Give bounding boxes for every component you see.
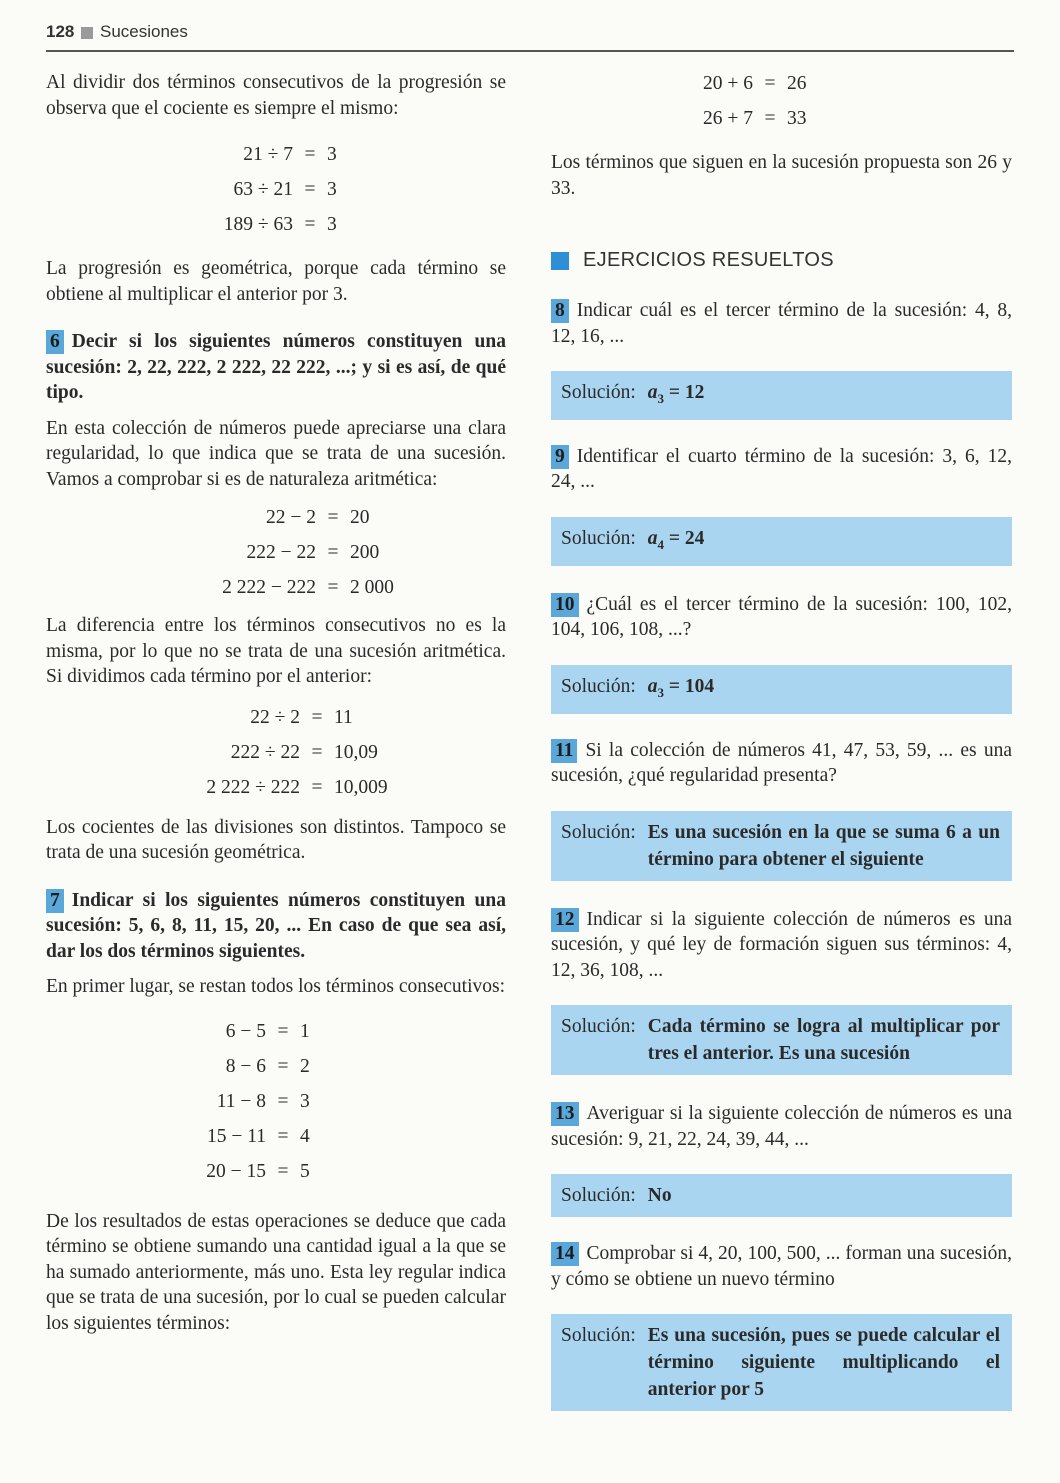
equation-left: 20 + 6 <box>703 73 753 94</box>
solution-box <box>551 517 1012 566</box>
equation-right: 4 <box>300 1125 310 1147</box>
paragraph: Los cocientes de las divisiones son distintos. Tampoco se trata de una sucesión geométrica. <box>46 816 506 863</box>
equation-right: 1 <box>300 1020 310 1042</box>
solution-variable: a <box>647 675 658 697</box>
equation <box>691 66 1012 101</box>
solution-label: Solución: <box>561 821 636 843</box>
exercise-8-statement: 8 Indicar cuál es el tercer término de la sucesión: 4, 8, 12, 16, ... <box>551 300 1012 347</box>
equals-sign: = <box>327 507 339 528</box>
equation <box>166 570 506 605</box>
equation <box>691 101 1012 136</box>
equation <box>176 1049 506 1084</box>
solution-text: No <box>647 1185 672 1207</box>
solution-value: = 12 <box>664 382 705 403</box>
equation-group <box>691 66 1012 136</box>
equation <box>160 700 506 735</box>
paragraph: De los resultados de estas operaciones se deduce que cada término se obtiene sumando una cantidad igual a la que se ha sumado anteriormente, más uno. Esta ley regular indica que se trata de una sucesión, por lo cual se pueden calcular los siguientes términos: <box>46 1210 506 1334</box>
equation-left: 222 − 22 <box>246 542 316 563</box>
equation-right: 3 <box>327 214 337 235</box>
equation-right: 10,09 <box>334 741 378 763</box>
equals-sign: = <box>764 73 776 94</box>
solution-label: Solución: <box>561 1185 636 1207</box>
equals-sign: = <box>327 577 339 598</box>
paragraph: Los términos que siguen en la sucesión propuesta son 26 y 33. <box>551 152 1012 199</box>
equation-left: 22 − 2 <box>266 507 316 528</box>
exercise-number-badge: 8 <box>551 299 569 323</box>
equals-sign: = <box>277 1125 289 1147</box>
equation-right: 3 <box>327 179 337 200</box>
equation <box>160 770 506 805</box>
paragraph: Al dividir dos términos consecutivos de la progresión se observa que el cociente es siempre el mismo: <box>46 72 506 119</box>
exercise-number-badge: 12 <box>551 908 579 932</box>
exercise-6-statement: 6 Decir si los siguientes números constituyen una sucesión: 2, 22, 222, 2 222, 22 222, ...; y si es así, de qué tipo. <box>46 331 506 403</box>
solution-label: Solución: <box>561 1016 636 1038</box>
exercise-13-statement: 13 Averiguar si la siguiente colección de números es una sucesión: 9, 21, 22, 24, 39, 44, ... <box>551 1103 1012 1150</box>
equation-right: 10,009 <box>334 776 388 798</box>
page-header <box>46 22 1014 52</box>
paragraph: En esta colección de números puede apreciarse una clara regularidad, lo que indica que se trata de una sucesión. Vamos a comprobar si es de naturaleza aritmética: <box>46 417 506 490</box>
equation-left: 63 ÷ 21 <box>233 179 293 200</box>
equation-group <box>176 1014 506 1189</box>
chapter-title: Sucesiones <box>100 22 188 41</box>
equation-left: 26 + 7 <box>703 108 753 129</box>
equation <box>176 1119 506 1154</box>
exercise-number-badge: 10 <box>551 593 579 617</box>
equation-left: 22 ÷ 2 <box>250 706 300 728</box>
solution-text <box>648 673 1000 706</box>
equation <box>196 137 506 172</box>
equation-left: 21 ÷ 7 <box>243 144 293 165</box>
equation-left: 20 − 15 <box>206 1160 266 1182</box>
solution-text: Es una sucesión, pues se puede calcular el término siguiente multiplicando el anterior por 5 <box>647 1325 1000 1401</box>
solution-box <box>551 811 1012 881</box>
page-number: 128 <box>46 22 75 41</box>
equation-right: 26 <box>787 73 807 94</box>
paragraph: En primer lugar, se restan todos los términos consecutivos: <box>46 976 506 997</box>
equation-left: 222 ÷ 22 <box>230 741 300 763</box>
solution-label: Solución: <box>561 675 636 697</box>
equation-right: 20 <box>350 507 370 528</box>
solution-variable: a <box>647 382 658 403</box>
solution-label: Solución: <box>561 527 636 549</box>
solution-value: = 104 <box>664 675 715 697</box>
exercise-number-badge: 9 <box>551 445 569 469</box>
equation-right: 2 <box>300 1055 310 1077</box>
exercise-number-badge: 6 <box>46 330 64 354</box>
exercise-number-badge: 13 <box>551 1102 579 1126</box>
section-title: EJERCICIOS RESUELTOS <box>583 249 834 271</box>
left-column <box>46 70 506 1336</box>
exercise-12-statement: 12 Indicar si la siguiente colección de números es una sucesión, y qué ley de formación siguen sus términos: 4, 12, 36, 108, ... <box>551 908 1012 981</box>
right-column <box>551 66 1012 1435</box>
solution-value: = 24 <box>664 527 705 549</box>
paragraph: La diferencia entre los términos consecutivos no es la misma, por lo que no se trata de una sucesión aritmética. Si dividimos cada término por el anterior: <box>46 615 506 687</box>
equation-right: 2 000 <box>350 577 394 598</box>
solution-label: Solución: <box>561 382 636 403</box>
solution-label: Solución: <box>561 1325 636 1347</box>
solution-text: Es una sucesión en la que se suma 6 a un término para obtener el siguiente <box>647 821 1000 870</box>
equation-left: 2 222 ÷ 222 <box>206 776 300 798</box>
solution-box <box>551 665 1012 714</box>
equation-right: 200 <box>350 542 380 563</box>
solution-text: Cada término se logra al multiplicar por tres el anterior. Es una sucesión <box>647 1016 1000 1065</box>
exercise-number-badge: 14 <box>551 1242 579 1266</box>
equation <box>176 1084 506 1119</box>
exercise-7-statement: 7 Indicar si los siguientes números constituyen una sucesión: 5, 6, 8, 11, 15, 20, ... En caso de que sea así, dar los dos términos siguientes. <box>46 889 506 962</box>
equation <box>176 1154 506 1189</box>
equation <box>166 535 506 570</box>
equation-left: 8 − 6 <box>225 1055 266 1077</box>
equation-right: 33 <box>787 108 807 129</box>
equation <box>166 500 506 535</box>
exercise-number-badge: 7 <box>46 889 64 913</box>
equation <box>160 735 506 770</box>
equation-left: 15 − 11 <box>206 1125 266 1147</box>
exercise-number-badge: 11 <box>551 739 577 763</box>
header-square-icon <box>81 27 93 39</box>
equation-right: 11 <box>334 706 353 728</box>
equals-sign: = <box>277 1160 289 1182</box>
equation <box>196 207 506 242</box>
exercise-9-statement: 9 Identificar el cuarto término de la sucesión: 3, 6, 12, 24, ... <box>551 445 1012 493</box>
equals-sign: = <box>304 144 316 165</box>
equation-left: 6 − 5 <box>225 1020 266 1042</box>
exercise-14-statement: 14 Comprobar si 4, 20, 100, 500, ... forman una sucesión, y cómo se obtiene un nuevo término <box>551 1243 1012 1290</box>
solution-variable: a <box>647 527 658 549</box>
equals-sign: = <box>311 776 323 798</box>
exercise-10-statement: 10 ¿Cuál es el tercer término de la sucesión: 100, 102, 104, 106, 108, ...? <box>551 593 1012 641</box>
exercise-11-statement: 11 Si la colección de números 41, 47, 53, 59, ... es una sucesión, ¿qué regularidad presenta? <box>551 739 1012 787</box>
solution-subscript: 4 <box>657 536 665 552</box>
solution-subscript: 3 <box>657 390 665 406</box>
solution-text <box>648 379 1000 412</box>
solution-subscript: 3 <box>657 684 665 700</box>
equation <box>176 1014 506 1049</box>
exercise-list <box>551 298 1012 1411</box>
equation-group <box>160 700 506 805</box>
equals-sign: = <box>277 1020 289 1042</box>
solution-box <box>551 1174 1012 1217</box>
equation-right: 3 <box>327 144 337 165</box>
solution-box <box>551 371 1012 420</box>
equation-group <box>196 137 506 242</box>
equation <box>196 172 506 207</box>
equation-right: 5 <box>300 1160 310 1182</box>
equals-sign: = <box>277 1055 289 1077</box>
equation-right: 3 <box>300 1090 310 1112</box>
equation-group <box>166 500 506 605</box>
paragraph: La progresión es geométrica, porque cada término se obtiene al multiplicar el anterior por 3. <box>46 258 506 305</box>
equation-left: 189 ÷ 63 <box>223 214 293 235</box>
equals-sign: = <box>304 179 316 200</box>
equals-sign: = <box>327 542 339 563</box>
solution-box <box>551 1314 1012 1411</box>
equals-sign: = <box>277 1090 289 1112</box>
equals-sign: = <box>764 108 776 129</box>
equation-left: 11 − 8 <box>216 1090 266 1112</box>
section-heading <box>551 249 1012 272</box>
equals-sign: = <box>311 706 323 728</box>
solution-box <box>551 1005 1012 1075</box>
equals-sign: = <box>311 741 323 763</box>
solution-text <box>648 525 1000 558</box>
equals-sign: = <box>304 214 316 235</box>
section-square-icon <box>551 252 569 270</box>
equation-left: 2 222 − 222 <box>222 577 316 598</box>
